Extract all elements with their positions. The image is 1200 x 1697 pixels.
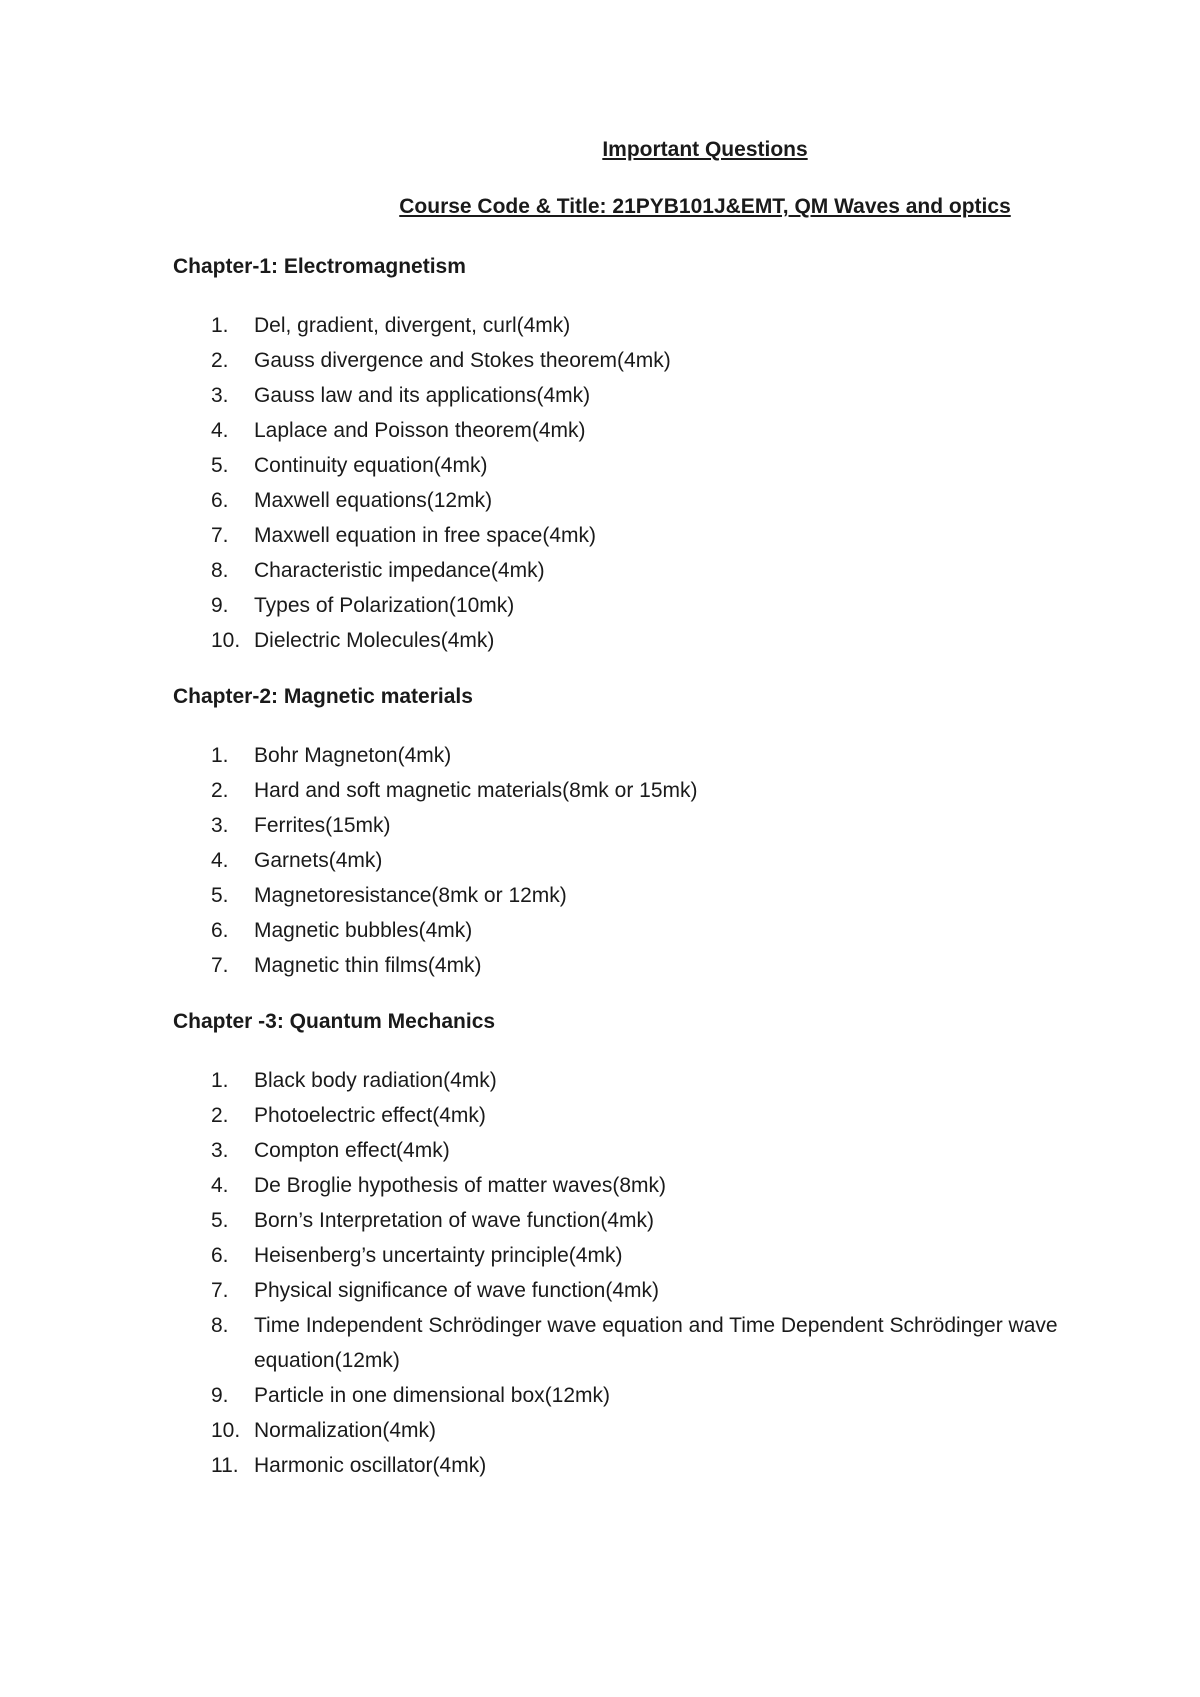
list-item <box>173 553 1173 588</box>
question-text: Bohr Magneton(4mk) <box>254 744 452 767</box>
question-text: Magnetoresistance(8mk or 12mk) <box>254 884 567 907</box>
question-text: Time Independent Schrödinger wave equation and Time Dependent Schrödinger wave equation(12mk) <box>254 1314 1058 1372</box>
question-text: Photoelectric effect(4mk) <box>254 1104 486 1127</box>
question-text: Garnets(4mk) <box>254 849 383 872</box>
question-list <box>173 1063 1173 1483</box>
list-item <box>173 878 1173 913</box>
question-number: 4. <box>211 849 229 872</box>
question-number: 9. <box>211 594 229 617</box>
chapter-heading: Chapter-2: Magnetic materials <box>173 685 473 708</box>
question-number: 1. <box>211 744 229 767</box>
question-number: 11. <box>211 1454 239 1477</box>
question-list <box>173 738 1173 983</box>
list-item <box>173 843 1173 878</box>
question-text: Hard and soft magnetic materials(8mk or 15mk) <box>254 779 698 802</box>
question-number: 3. <box>211 814 229 837</box>
list-item <box>173 308 1173 343</box>
question-number: 1. <box>211 1069 229 1092</box>
question-text: Continuity equation(4mk) <box>254 454 488 477</box>
question-text: Compton effect(4mk) <box>254 1139 450 1162</box>
question-text: Heisenberg’s uncertainty principle(4mk) <box>254 1244 623 1267</box>
question-number: 6. <box>211 1244 229 1267</box>
question-text: Types of Polarization(10mk) <box>254 594 515 617</box>
question-number: 5. <box>211 454 229 477</box>
list-item <box>173 1063 1173 1098</box>
question-number: 2. <box>211 349 229 372</box>
list-item <box>173 1168 1173 1203</box>
question-number: 5. <box>211 1209 229 1232</box>
chapter-3-section <box>173 1007 1173 1483</box>
question-text: Laplace and Poisson theorem(4mk) <box>254 419 586 442</box>
list-item <box>173 948 1173 983</box>
list-item <box>173 1133 1173 1168</box>
question-number: 6. <box>211 489 229 512</box>
question-number: 7. <box>211 1279 229 1302</box>
question-number: 6. <box>211 919 229 942</box>
question-text: Maxwell equation in free space(4mk) <box>254 524 596 547</box>
list-item <box>173 623 1173 658</box>
question-text: Magnetic thin films(4mk) <box>254 954 482 977</box>
question-number: 8. <box>211 559 229 582</box>
question-text: Gauss divergence and Stokes theorem(4mk) <box>254 349 671 372</box>
document-title: Important Questions <box>602 138 808 161</box>
list-item <box>173 483 1173 518</box>
chapter-2-section <box>173 682 1173 983</box>
question-text: Particle in one dimensional box(12mk) <box>254 1384 611 1407</box>
question-number: 3. <box>211 384 229 407</box>
list-item <box>173 1448 1173 1483</box>
list-item <box>173 588 1173 623</box>
question-text: Dielectric Molecules(4mk) <box>254 629 495 652</box>
list-item <box>173 1238 1173 1273</box>
question-text: Black body radiation(4mk) <box>254 1069 497 1092</box>
question-text: Harmonic oscillator(4mk) <box>254 1454 487 1477</box>
list-item <box>173 913 1173 948</box>
list-item <box>173 1098 1173 1133</box>
question-text: Ferrites(15mk) <box>254 814 391 837</box>
question-text: Del, gradient, divergent, curl(4mk) <box>254 314 571 337</box>
list-item <box>173 448 1173 483</box>
question-number: 7. <box>211 954 229 977</box>
question-number: 9. <box>211 1384 229 1407</box>
question-number: 5. <box>211 884 229 907</box>
question-number: 10. <box>211 1419 241 1442</box>
question-number: 3. <box>211 1139 229 1162</box>
question-text: De Broglie hypothesis of matter waves(8mk) <box>254 1174 666 1197</box>
question-number: 10. <box>211 629 241 652</box>
chapter-heading: Chapter -3: Quantum Mechanics <box>173 1010 496 1033</box>
list-item <box>173 343 1173 378</box>
question-text: Normalization(4mk) <box>254 1419 437 1442</box>
list-item <box>173 1413 1173 1448</box>
chapter-heading: Chapter-1: Electromagnetism <box>173 255 466 278</box>
question-text: Born’s Interpretation of wave function(4mk) <box>254 1209 654 1232</box>
list-item <box>173 1308 1173 1378</box>
list-item <box>173 413 1173 448</box>
list-item <box>173 1378 1173 1413</box>
question-text: Maxwell equations(12mk) <box>254 489 493 512</box>
list-item <box>173 1273 1173 1308</box>
question-text: Physical significance of wave function(4mk) <box>254 1279 660 1302</box>
list-item <box>173 378 1173 413</box>
question-number: 2. <box>211 779 229 802</box>
course-code-title: Course Code & Title: 21PYB101J&EMT, QM Waves and optics <box>399 195 1011 218</box>
question-text: Characteristic impedance(4mk) <box>254 559 545 582</box>
question-list <box>173 308 1173 658</box>
question-number: 4. <box>211 419 229 442</box>
list-item <box>173 773 1173 808</box>
question-number: 1. <box>211 314 229 337</box>
question-text: Gauss law and its applications(4mk) <box>254 384 591 407</box>
list-item <box>173 518 1173 553</box>
chapter-1-section <box>173 252 1173 658</box>
question-number: 4. <box>211 1174 229 1197</box>
question-text: Magnetic bubbles(4mk) <box>254 919 473 942</box>
list-item <box>173 808 1173 843</box>
list-item <box>173 1203 1173 1238</box>
question-number: 8. <box>211 1314 229 1337</box>
list-item <box>173 738 1173 773</box>
question-number: 7. <box>211 524 229 547</box>
question-number: 2. <box>211 1104 229 1127</box>
